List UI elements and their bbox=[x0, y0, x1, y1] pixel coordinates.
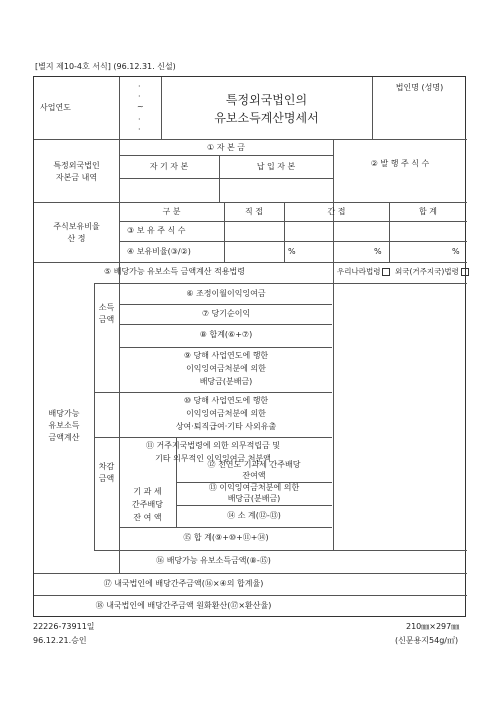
capital-header: ① 자 본 금 bbox=[207, 143, 245, 152]
row-14-label: ⑭ 소 계(⑫-⑬) bbox=[227, 511, 281, 520]
row-6-label: ⑥ 조정이월이익잉여금 bbox=[186, 289, 266, 298]
form-table bbox=[33, 76, 466, 617]
holding-label: 주식보유비율 bbox=[53, 222, 100, 231]
distributable-label: 배당가능 bbox=[48, 409, 80, 418]
distributable-label: 유보소득 bbox=[48, 421, 80, 430]
form-title-line2: 유보소득계산명세서 bbox=[214, 111, 319, 125]
holding-label: 산 정 bbox=[67, 234, 86, 243]
row-7-label: ⑦ 당기순이익 bbox=[201, 309, 251, 318]
income-group-label: 금액 bbox=[98, 315, 115, 324]
row-12-label: 잔여액 bbox=[242, 471, 266, 480]
own-capital-header: 자 기 자 본 bbox=[149, 162, 189, 171]
law-option-korea-label: 우리나라법령 bbox=[337, 267, 381, 276]
date-mark: · bbox=[138, 115, 141, 124]
row-13-label: 배당금(분배금) bbox=[227, 494, 281, 503]
issued-shares-header: ② 발 행 주 식 수 bbox=[370, 159, 430, 168]
total-header: 합 계 bbox=[419, 207, 437, 216]
paid-capital-header: 납 입 자 본 bbox=[256, 162, 296, 171]
row-15-label: ⑮ 합 계(⑨+⑩+⑪+⑭) bbox=[183, 533, 269, 542]
row-9-label: 배당금(분배금) bbox=[199, 377, 253, 386]
income-group-label: 소득 bbox=[98, 303, 115, 312]
row-10-label: ⑩ 당해 사업연도에 행한 bbox=[183, 396, 269, 405]
percent-sign: % bbox=[288, 247, 296, 256]
percent-sign: % bbox=[452, 247, 460, 256]
paper-type: (신문용지54g/㎡) bbox=[395, 636, 459, 645]
distributable-label: 금액계산 bbox=[48, 433, 80, 442]
deduction-group-label: 차감 bbox=[98, 462, 115, 471]
applicable-law-label: ⑤ 배당가능 유보소득 금액계산 적용법령 bbox=[104, 267, 245, 276]
prior-tax-group-label: 간주배당 bbox=[132, 500, 163, 509]
date-mark: · bbox=[138, 92, 141, 101]
prior-tax-group-label: 잔 여 액 bbox=[133, 513, 162, 522]
direct-header: 직 접 bbox=[245, 207, 263, 216]
category-header: 구 분 bbox=[162, 207, 181, 216]
row-16-label: ⑯ 배당가능 유보소득금액(⑧-⑮) bbox=[156, 556, 271, 565]
fiscal-year-label: 사업연도 bbox=[40, 103, 71, 112]
prior-tax-group-label: 기 과 세 bbox=[133, 487, 162, 496]
approval-date: 96.12.21.승인 bbox=[33, 636, 87, 645]
row-11-label: 기타 의무적인 이익잉여금 처분액 bbox=[155, 454, 271, 463]
law-option-foreign[interactable] bbox=[395, 267, 469, 277]
row-12-label: ⑫ 전연도 기과세 간주배당 bbox=[207, 460, 301, 469]
date-mark: ~ bbox=[137, 102, 144, 111]
percent-sign: % bbox=[374, 247, 382, 256]
row-17-label: ⑰ 내국법인에 배당간주금액(⑯×④의 합계율) bbox=[103, 579, 264, 588]
row-9-label: ⑨ 당해 사업연도에 행한 bbox=[183, 351, 269, 360]
row-11-label: ⑪ 거주지국법령에 의한 의무적립금 및 bbox=[145, 441, 281, 450]
checkbox-icon[interactable] bbox=[461, 268, 469, 276]
row-18-label: ⑱ 내국법인에 배당간주금액 원화환산(⑰×환산율) bbox=[95, 601, 272, 610]
date-mark: · bbox=[138, 82, 141, 91]
law-option-korea[interactable] bbox=[337, 267, 390, 277]
capital-label: 특정외국법인 bbox=[53, 161, 100, 170]
row-10-label: 상여·퇴직급여·기타 사외유출 bbox=[175, 422, 277, 431]
date-mark: · bbox=[138, 125, 141, 134]
holding-ratio-row-label: ④ 보유비율(③/②) bbox=[127, 247, 191, 256]
indirect-header: 간 접 bbox=[327, 207, 346, 216]
held-shares-row-label: ③ 보 유 주 식 수 bbox=[127, 226, 186, 235]
checkbox-icon[interactable] bbox=[382, 268, 390, 276]
form-code: 22226-73911일 bbox=[33, 622, 95, 631]
row-10-label: 이익잉여금처분에 의한 bbox=[186, 409, 266, 418]
deduction-group-label: 금액 bbox=[98, 474, 115, 483]
row-13-label: ⑬ 이익잉여금처분에 의한 bbox=[208, 483, 300, 492]
row-9-label: 이익잉여금처분에 의한 bbox=[186, 364, 266, 373]
row-8-label: ⑧ 합계(⑥+⑦) bbox=[199, 330, 253, 339]
paper-size: 210㎜×297㎜ bbox=[406, 622, 460, 631]
form-reference: [별지 제10-4호 서식] (96.12.31. 신설) bbox=[35, 62, 176, 71]
law-option-foreign-label: 외국(거주지국)법령 bbox=[395, 267, 459, 276]
capital-label: 자본금 내역 bbox=[55, 173, 98, 182]
form-title-line1: 특정외국법인의 bbox=[225, 93, 308, 107]
corp-name-label: 법인명 (성명) bbox=[395, 83, 444, 92]
